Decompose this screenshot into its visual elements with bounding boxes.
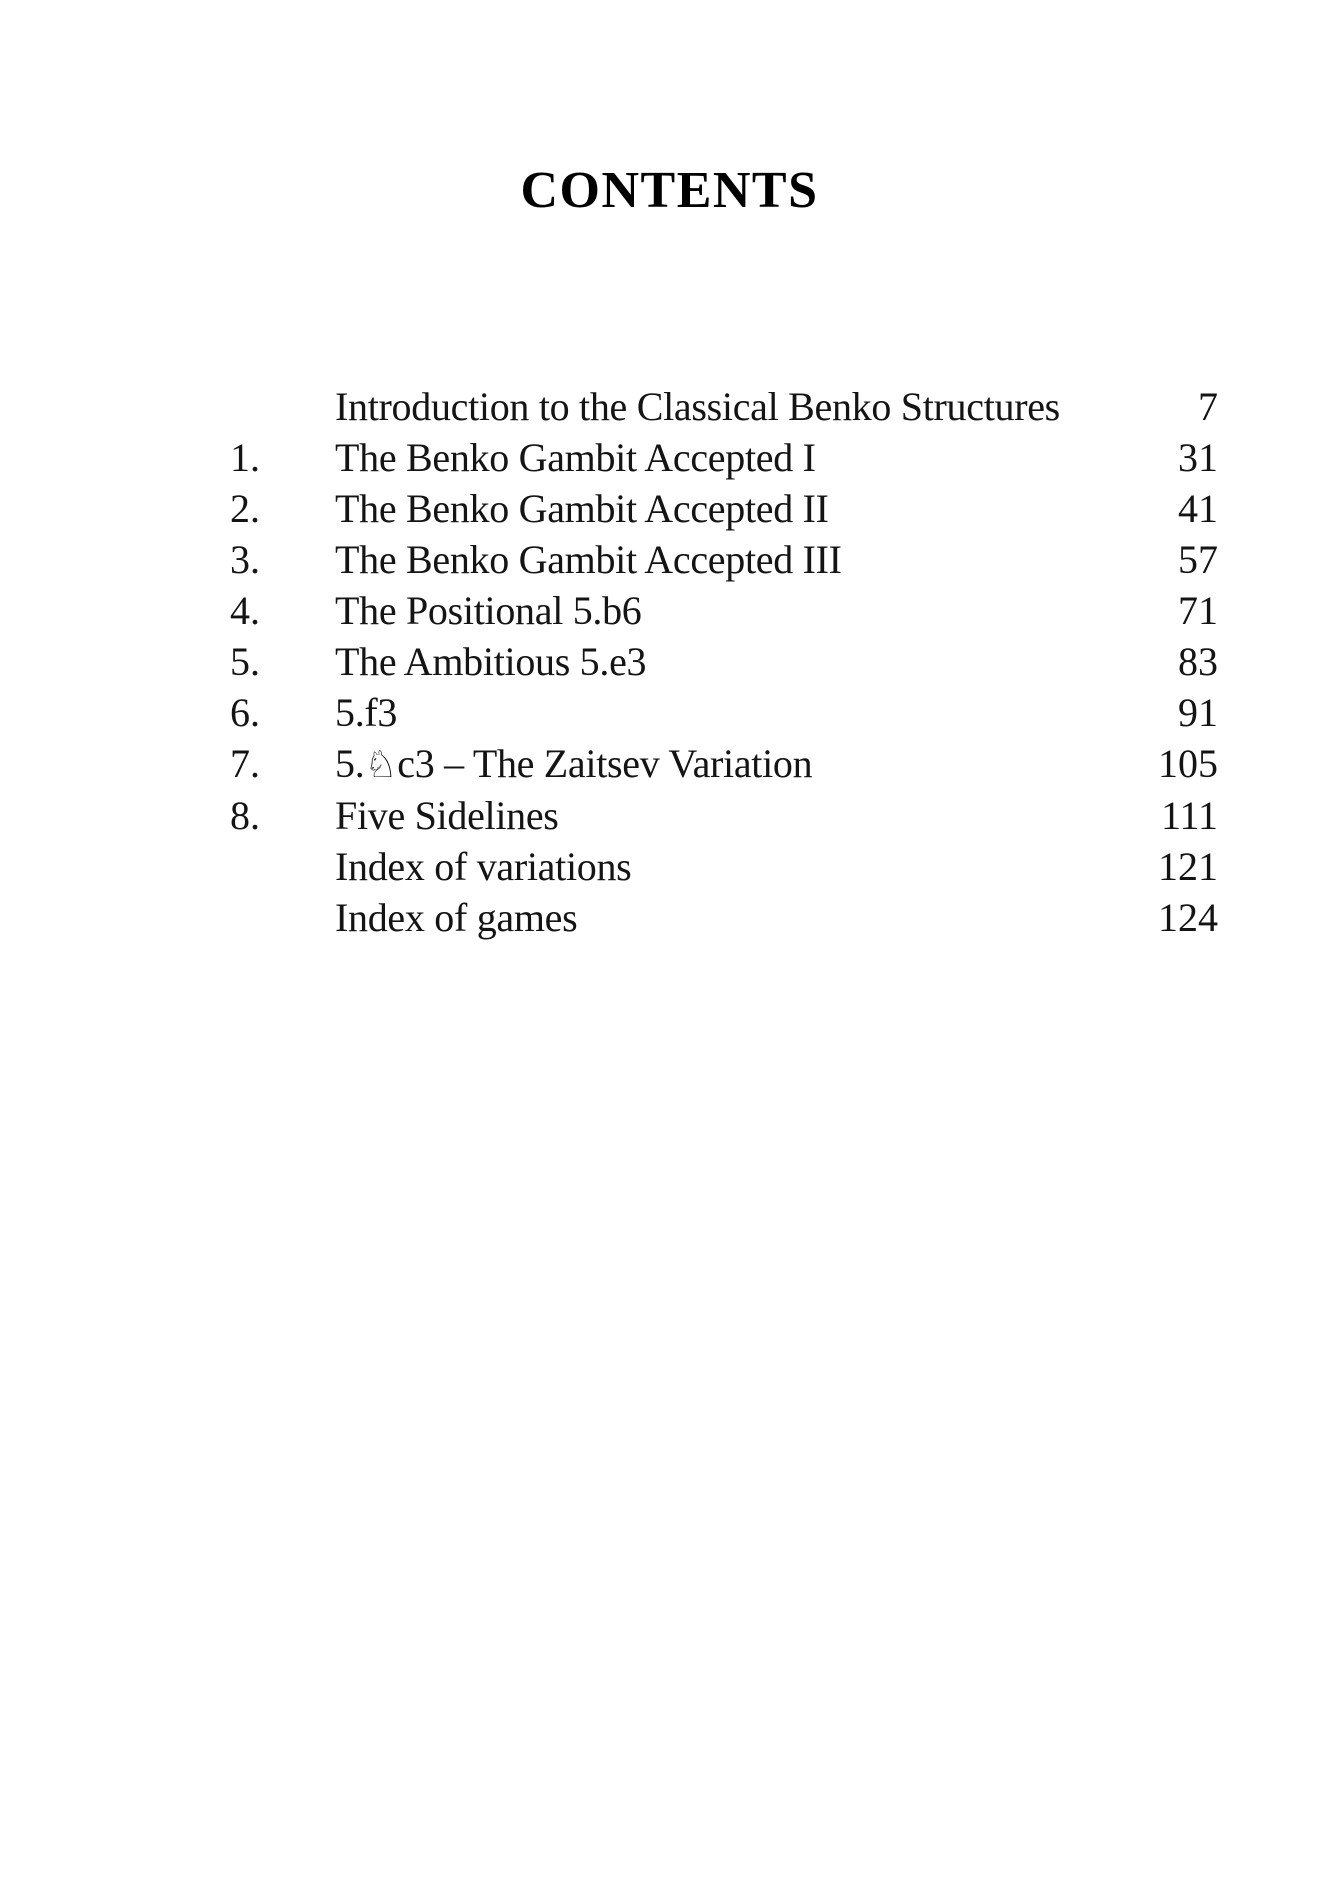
toc-row-chapter-2 xyxy=(230,483,1218,534)
chapter-title: Index of games xyxy=(335,895,578,940)
page-number: 91 xyxy=(1178,690,1218,735)
chapter-number: 5. xyxy=(230,639,260,684)
toc-row-chapter-8 xyxy=(230,790,1218,841)
toc-row-introduction xyxy=(230,381,1218,432)
table-of-contents xyxy=(230,381,1218,943)
toc-row-chapter-1 xyxy=(230,432,1218,483)
chapter-number: 1. xyxy=(230,435,260,480)
chapter-number xyxy=(230,841,335,892)
chapter-title: Introduction to the Classical Benko Structures xyxy=(335,384,1060,429)
page-number: 121 xyxy=(1158,844,1218,889)
page-title: CONTENTS xyxy=(520,162,819,219)
page-number: 7 xyxy=(1198,384,1218,429)
toc-row-chapter-6 xyxy=(230,687,1218,738)
page-number: 41 xyxy=(1178,486,1218,531)
chapter-number: 7. xyxy=(230,741,260,786)
chapter-title: The Positional 5.b6 xyxy=(335,588,642,633)
toc-row-index-variations xyxy=(230,841,1218,892)
chapter-title: The Benko Gambit Accepted III xyxy=(335,537,842,582)
chapter-title: 5.f3 xyxy=(335,690,398,735)
move-prefix: 5. xyxy=(335,741,365,786)
chapter-number: 8. xyxy=(230,793,260,838)
white-knight-icon: ♘ xyxy=(364,743,398,786)
toc-row-chapter-4 xyxy=(230,585,1218,636)
chapter-title: The Benko Gambit Accepted II xyxy=(335,486,829,531)
chapter-number: 3. xyxy=(230,537,260,582)
chapter-number: 2. xyxy=(230,486,260,531)
chapter-title: Index of variations xyxy=(335,844,632,889)
page-number: 105 xyxy=(1158,741,1218,786)
page-number: 124 xyxy=(1158,895,1218,940)
page-number: 111 xyxy=(1160,793,1218,838)
toc-row-chapter-7 xyxy=(230,738,1218,790)
chapter-title: The Benko Gambit Accepted I xyxy=(335,435,816,480)
chapter-number: 6. xyxy=(230,690,260,735)
page-number: 71 xyxy=(1178,588,1218,633)
toc-row-index-games xyxy=(230,892,1218,943)
move-suffix: c3 – The Zaitsev Variation xyxy=(397,741,813,786)
chapter-title xyxy=(335,738,1148,790)
chapter-title: The Ambitious 5.e3 xyxy=(335,639,647,684)
chapter-number xyxy=(230,892,335,943)
toc-row-chapter-5 xyxy=(230,636,1218,687)
chapter-number: 4. xyxy=(230,588,260,633)
chapter-title: Five Sidelines xyxy=(335,793,559,838)
page-number: 83 xyxy=(1178,639,1218,684)
chapter-number xyxy=(230,381,335,432)
page-number: 57 xyxy=(1178,537,1218,582)
toc-row-chapter-3 xyxy=(230,534,1218,585)
page-number: 31 xyxy=(1178,435,1218,480)
